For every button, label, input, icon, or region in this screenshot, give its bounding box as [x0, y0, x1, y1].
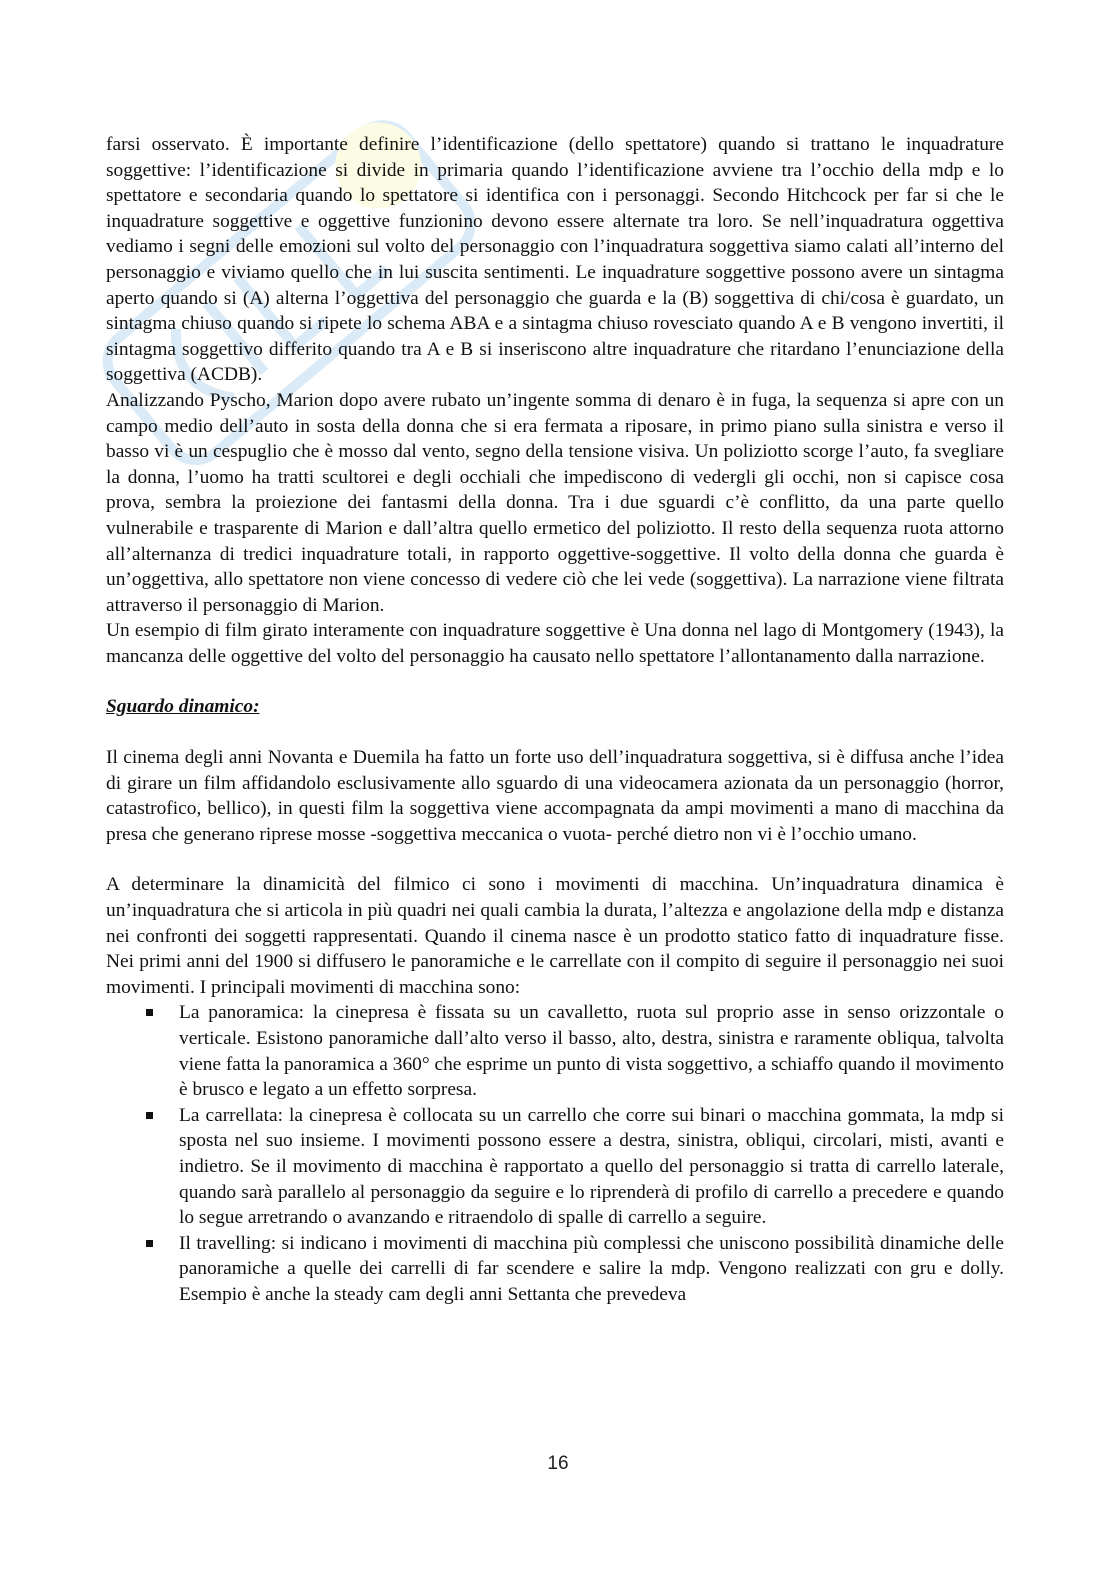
- main-text: [106, 132, 1004, 1308]
- section-heading: Sguardo dinamico:: [106, 696, 260, 718]
- square-bullet-icon: [146, 1240, 153, 1247]
- spacer: [106, 669, 1004, 694]
- list-item-text: La carrellata: la cinepresa è collocata su un carrello che corre sui binari o macchina gommata, la mdp si sposta nel suo insieme. I movimenti possono essere a destra, sinistra, obliqui, circolari, misti, avanti e indietro. Se il movimento di macchina è rapportato a quello del personaggio si tratta di carrello laterale, quando sarà parallelo al personaggio da seguire e lo riprenderà di profilo di carrello a precedere e quando lo segue arretrando o avanzando e ritraendolo di spalle di carrello a seguire.: [179, 1104, 1004, 1229]
- paragraph-psycho: Analizzando Pyscho, Marion dopo avere rubato un’ingente somma di denaro è in fuga, la sequenza si apre con un campo medio dell’auto in sosta della donna che si era fermata a riposare, in primo piano sulla sinistra e verso il basso vi è un cespuglio che è mosso dal vento, segno della tensione visiva. Un poliziotto scorge l’auto, fa svegliare la donna, l’uomo ha tratti scultorei e degli occhiali che impediscono di vedergli gli occhi, non si capisce cosa prova, sembra la proiezione dei fantasmi della donna. Tra i due sguardi c’è conflitto, da una parte quello vulnerabile e trasparente di Marion e dall’altra quello ermetico del poliziotto. Il resto della sequenza ruota attorno all’alternanza di tredici inquadrature totali, in rapporto oggettive-soggettive. Il volto della donna che guarda è un’oggettiva, allo spettatore non viene concesso di vedere ciò che lei vede (soggettiva). La narrazione viene filtrata attraverso il personaggio di Marion.: [106, 389, 1004, 616]
- square-bullet-icon: [146, 1112, 153, 1119]
- list-item-travelling: [106, 1231, 1004, 1308]
- spacer: [106, 720, 1004, 745]
- list-item-panoramica: [106, 1000, 1004, 1102]
- paragraph-nineties-cinema: Il cinema degli anni Novanta e Duemila ha fatto un forte uso dell’inquadratura soggettiva, si è diffusa anche l’idea di girare un film affidandolo esclusivamente allo sguardo di una videocamera azionata da un personaggio (horror, catastrofico, bellico), in questi film la soggettiva viene accompagnata da ampi movimenti a mano di macchina da presa che generano riprese mosse -soggettiva meccanica o vuota- perché dietro non vi è l’occhio umano.: [106, 747, 1004, 845]
- spacer: [106, 847, 1004, 872]
- square-bullet-icon: [146, 1009, 153, 1016]
- list-item-carrellata: [106, 1103, 1004, 1231]
- paragraph-identification: farsi osservato. È importante definire l’identificazione (dello spettatore) quando si trattano le inquadrature soggettive: l’identificazione si divide in primaria quando l’identificazione avviene tra l’occhio della mdp e lo spettatore e secondaria quando lo spettatore si identifica con i personaggi. Secondo Hitchcock per far si che le inquadrature soggettive e oggettive funzionino devono essere alternate tra loro. Se nell’inquadratura oggettiva vediamo i segni delle emozioni sul volto del personaggio con l’inquadratura soggettiva siamo calati all’interno del personaggio e viviamo quello che in lui suscita sentimenti. Le inquadrature soggettive possono avere un sintagma aperto quando si (A) alterna l’oggettiva del personaggio che guarda e la (B) soggettiva di chi/cosa è guardato, un sintagma chiuso quando si ripete lo schema ABA e a sintagma chiuso rovesciato quando A e B vengono invertiti, il sintagma soggettivo differito quando tra A e B si inseriscono altre inquadrature che ritardano l’enunciazione della soggettiva (ACDB).: [106, 134, 1004, 386]
- list-item-text: Il travelling: si indicano i movimenti di macchina più complessi che uniscono possibilità dinamiche delle panoramiche a quelle dei carrelli di far scendere e salire la mdp. Vengono realizzati con gru e dolly. Esempio è anche la steady cam degli anni Settanta che prevedeva: [179, 1232, 1004, 1305]
- paragraph-camera-movements: A determinare la dinamicità del filmico ci sono i movimenti di macchina. Un’inquadratura dinamica è un’inquadratura che si articola in più quadri nei quali cambia la durata, l’altezza e angolazione della mdp e distanza nei confronti dei soggetti rappresentati. Quando il cinema nasce è un prodotto statico fatto di inquadrature fisse. Nei primi anni del 1900 si diffusero le panoramiche e le carrellate con il compito di seguire il personaggio nei suoi movimenti. I principali movimenti di macchina sono:: [106, 874, 1004, 998]
- page-number: 16: [547, 1453, 569, 1474]
- camera-movements-list: [106, 1000, 1004, 1307]
- list-item-text: La panoramica: la cinepresa è fissata su un cavalletto, ruota sul proprio asse in senso orizzontale o verticale. Esistono panoramiche dall’alto verso il basso, alto, destra, sinistra e raramente obliqua, talvolta viene fatta la panoramica a 360° che esprime un punto di vista soggettivo, a schiaffo quando il movimento è brusco e legato a un effetto sorpresa.: [179, 1002, 1004, 1101]
- paragraph-montgomery: Un esempio di film girato interamente con inquadrature soggettive è Una donna nel lago di Montgomery (1943), la mancanza delle oggettive del volto del personaggio ha causato nello spettatore l’allontanamento dalla narrazione.: [106, 620, 1004, 667]
